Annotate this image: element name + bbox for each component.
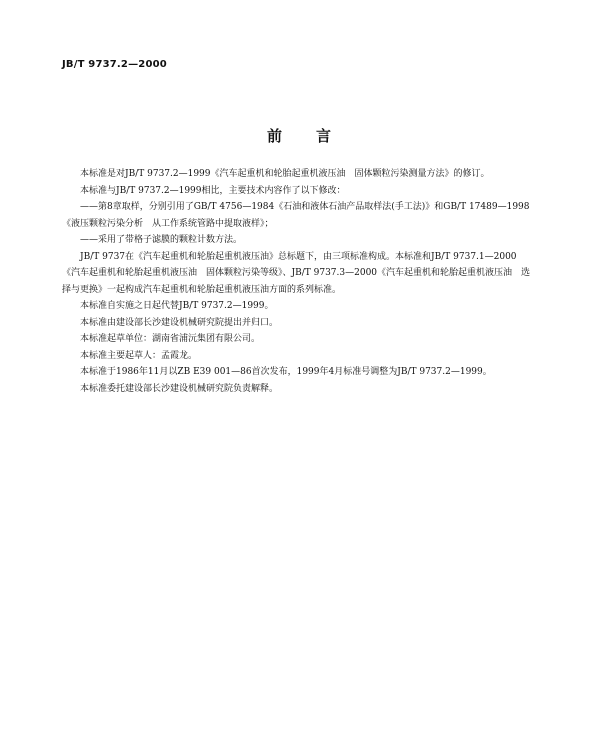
paragraph-changes-intro: 本标准与JB/T 9737.2—1999相比，主要技术内容作了以下修改： (80, 185, 346, 196)
standard-code: JB/T 9737.2—2000 (62, 59, 167, 70)
paragraph-proposer: 本标准由建设部长沙建设机械研究院提出并归口。 (80, 317, 279, 328)
paragraph-change-sampling: ——第8章取样，分别引用了GB/T 4756—1984《石油和液体石油产品取样法(手工法)》和GB/T 17489—1998《液压颗粒污染分析 从工作系统管路中提取液样》； (62, 202, 530, 229)
paragraph-interpretation: 本标准委托建设部长沙建设机械研究院负责解释。 (80, 383, 279, 394)
paragraph-replacement: 本标准自实施之日起代替JB/T 9737.2—1999。 (80, 301, 274, 311)
foreword-body (62, 166, 532, 397)
paragraph-revision-note: 本标准是对JB/T 9737.2—1999《汽车起重机和轮胎起重机液压油 固体颗粒污染测量方法》的修订。 (80, 169, 490, 179)
paragraph-change-counting: ——采用了带格子滤膜的颗粒计数方法。 (80, 235, 243, 245)
paragraph-history: 本标准于1986年11月以ZB E39 001—86首次发布，1999年4月标准号调整为JB/T 9737.2—1999。 (80, 367, 492, 377)
page-title: 前言 (266, 127, 365, 145)
paragraph-series-structure: JB/T 9737在《汽车起重机和轮胎起重机液压油》总标题下，由三项标准构成。本标准和JB/T 9737.1—2000《汽车起重机和轮胎起重机液压油 固体颗粒污染等级》、JB/T 9737.3—2000《汽车起重机和轮胎起重机液压油 选择与更换》一起构成汽车起重机和轮胎起重机液压油方面的系列标准。 (62, 251, 531, 295)
paragraph-drafting-unit: 本标准起草单位：湖南省浦沅集团有限公司。 (80, 334, 261, 344)
paragraph-drafter: 本标准主要起草人：孟霞龙。 (80, 350, 198, 361)
